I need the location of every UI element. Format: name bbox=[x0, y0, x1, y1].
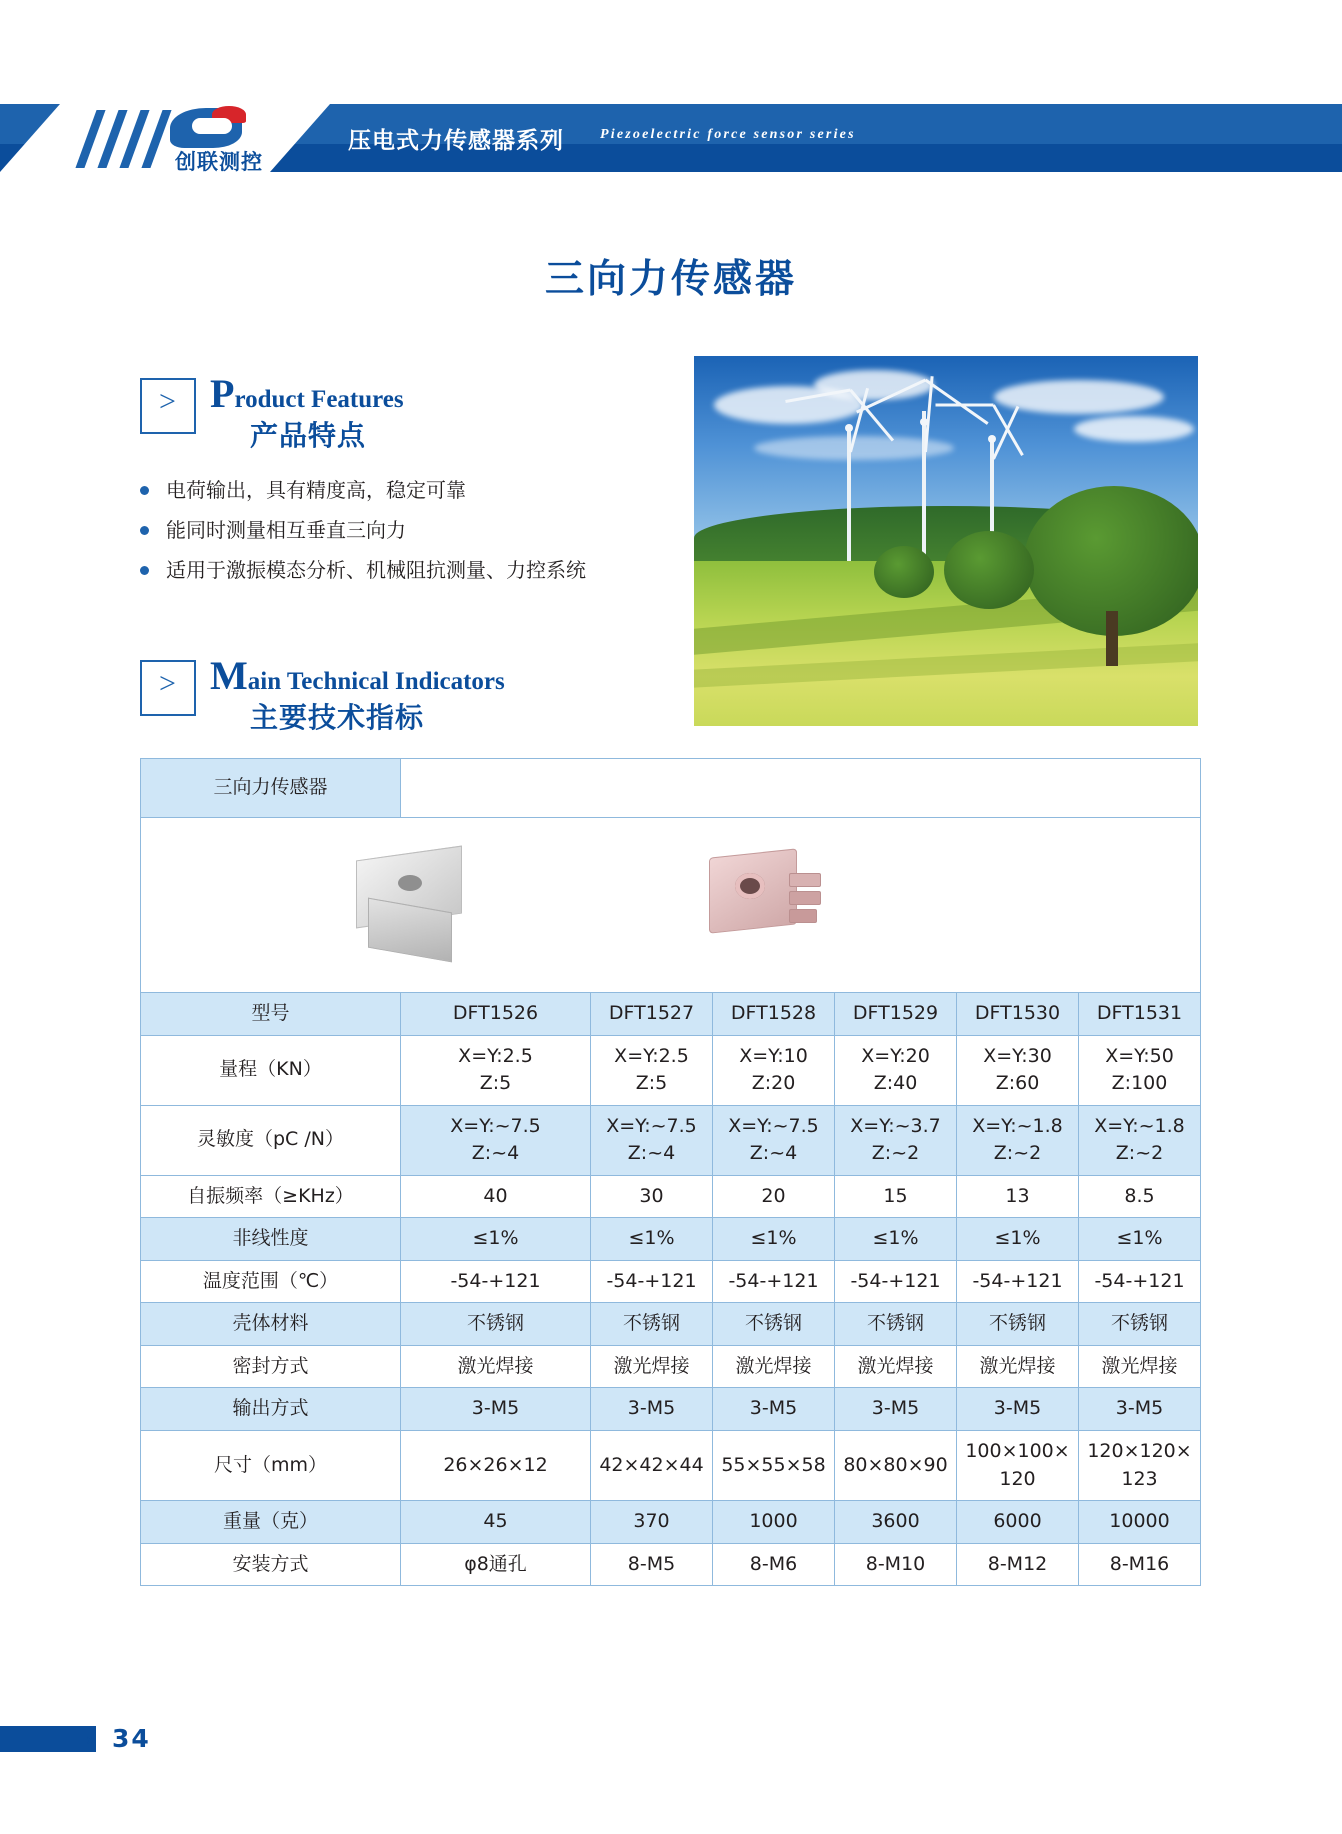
table-cell: -54-+121 bbox=[713, 1260, 835, 1303]
table-cell: X=Y:2.5 Z:5 bbox=[401, 1035, 591, 1105]
table-cell: 激光焊接 bbox=[591, 1345, 713, 1388]
table-cell: 13 bbox=[957, 1175, 1079, 1218]
tree-trunk bbox=[1106, 611, 1118, 666]
table-row bbox=[141, 1501, 1201, 1544]
logo-mark-icon bbox=[170, 106, 264, 150]
section-heading-en-rest: ain Technical Indicators bbox=[247, 668, 505, 695]
table-row bbox=[141, 1218, 1201, 1261]
list-item-label: 电荷输出，具有精度高，稳定可靠 bbox=[166, 478, 466, 502]
table-cell: DFT1526 bbox=[401, 993, 591, 1036]
table-cell: 8-M16 bbox=[1079, 1543, 1201, 1586]
table-row bbox=[141, 1388, 1201, 1431]
chevron-right-icon bbox=[140, 660, 196, 716]
table-cell: φ8通孔 bbox=[401, 1543, 591, 1586]
table-cell: 55×55×58 bbox=[713, 1431, 835, 1501]
page-title: 三向力传感器 bbox=[544, 257, 797, 302]
table-cell: 激光焊接 bbox=[1079, 1345, 1201, 1388]
section-heading-en bbox=[210, 653, 505, 698]
company-logo bbox=[160, 106, 278, 174]
table-cell: DFT1528 bbox=[713, 993, 835, 1036]
section-product-features bbox=[140, 371, 700, 458]
wind-turbine-photo bbox=[694, 356, 1198, 726]
table-row bbox=[141, 1175, 1201, 1218]
table-caption-blank-cell bbox=[401, 759, 1201, 818]
table-row-header: 量程（KN） bbox=[141, 1035, 401, 1105]
section-main-technical-indicators bbox=[140, 653, 740, 740]
section-heading-dropcap: P bbox=[210, 371, 235, 416]
table-cell: X=Y:50 Z:100 bbox=[1079, 1035, 1201, 1105]
table-row-header: 型号 bbox=[141, 993, 401, 1036]
table-cell: DFT1527 bbox=[591, 993, 713, 1036]
table-row-header: 温度范围（℃） bbox=[141, 1260, 401, 1303]
company-logo-text: 创联测控 bbox=[175, 150, 263, 174]
table-cell: -54-+121 bbox=[957, 1260, 1079, 1303]
spec-table bbox=[140, 758, 1201, 1586]
table-row-header: 壳体材料 bbox=[141, 1303, 401, 1346]
section-heading-en bbox=[210, 371, 404, 416]
page-footer bbox=[0, 1720, 1342, 1760]
table-cell: 3600 bbox=[835, 1501, 957, 1544]
feature-bullet-list bbox=[140, 474, 700, 594]
list-item bbox=[140, 554, 700, 594]
table-cell: 15 bbox=[835, 1175, 957, 1218]
list-item-label: 适用于激振模态分析、机械阻抗测量、力控系统 bbox=[166, 558, 586, 582]
table-cell: X=Y:~3.7 Z:~2 bbox=[835, 1105, 957, 1175]
header-series-title-cn: 压电式力传感器系列 bbox=[348, 128, 564, 154]
table-cell: X=Y:30 Z:60 bbox=[957, 1035, 1079, 1105]
table-row-header: 密封方式 bbox=[141, 1345, 401, 1388]
sensor-photo-pink bbox=[705, 847, 825, 957]
sensor-photo-silver bbox=[350, 843, 470, 963]
table-cell: X=Y:2.5 Z:5 bbox=[591, 1035, 713, 1105]
table-cell: -54-+121 bbox=[1079, 1260, 1201, 1303]
table-caption-row bbox=[141, 759, 1201, 818]
table-row-header: 非线性度 bbox=[141, 1218, 401, 1261]
table-cell: ≤1% bbox=[1079, 1218, 1201, 1261]
bullet-dot-icon bbox=[140, 486, 149, 495]
table-row bbox=[141, 993, 1201, 1036]
table-cell: ≤1% bbox=[591, 1218, 713, 1261]
table-cell: 20 bbox=[713, 1175, 835, 1218]
table-row-header: 重量（克） bbox=[141, 1501, 401, 1544]
tree-icon bbox=[944, 531, 1034, 609]
table-row bbox=[141, 1303, 1201, 1346]
table-cell: 370 bbox=[591, 1501, 713, 1544]
table-row-header: 尺寸（mm） bbox=[141, 1431, 401, 1501]
table-cell: 6000 bbox=[957, 1501, 1079, 1544]
section-heading-cn: 产品特点 bbox=[250, 419, 367, 452]
table-row bbox=[141, 1260, 1201, 1303]
table-image-row bbox=[141, 818, 1201, 993]
table-cell: 8-M10 bbox=[835, 1543, 957, 1586]
page-number: 34 bbox=[112, 1724, 151, 1753]
table-cell: 1000 bbox=[713, 1501, 835, 1544]
table-cell: 45 bbox=[401, 1501, 591, 1544]
page-header bbox=[0, 104, 1342, 172]
table-cell: 8-M12 bbox=[957, 1543, 1079, 1586]
spec-table-wrapper bbox=[140, 758, 1200, 1586]
table-cell: 不锈钢 bbox=[957, 1303, 1079, 1346]
table-cell: 激光焊接 bbox=[401, 1345, 591, 1388]
table-cell: ≤1% bbox=[401, 1218, 591, 1261]
table-cell: X=Y:~1.8 Z:~2 bbox=[957, 1105, 1079, 1175]
table-cell: ≤1% bbox=[957, 1218, 1079, 1261]
table-cell: 3-M5 bbox=[713, 1388, 835, 1431]
table-cell: 80×80×90 bbox=[835, 1431, 957, 1501]
table-cell: -54-+121 bbox=[401, 1260, 591, 1303]
tree-icon bbox=[874, 546, 934, 598]
table-cell: 10000 bbox=[1079, 1501, 1201, 1544]
table-caption-cell: 三向力传感器 bbox=[141, 759, 401, 818]
table-cell: 42×42×44 bbox=[591, 1431, 713, 1501]
table-cell: 8-M6 bbox=[713, 1543, 835, 1586]
table-cell: 3-M5 bbox=[591, 1388, 713, 1431]
table-cell: 不锈钢 bbox=[1079, 1303, 1201, 1346]
table-cell: DFT1530 bbox=[957, 993, 1079, 1036]
table-cell: 40 bbox=[401, 1175, 591, 1218]
list-item bbox=[140, 474, 700, 514]
table-row bbox=[141, 1345, 1201, 1388]
table-cell: 100×100×120 bbox=[957, 1431, 1079, 1501]
table-row-header: 安装方式 bbox=[141, 1543, 401, 1586]
table-cell: -54-+121 bbox=[835, 1260, 957, 1303]
table-cell: ≤1% bbox=[835, 1218, 957, 1261]
table-cell: 不锈钢 bbox=[713, 1303, 835, 1346]
table-cell: DFT1531 bbox=[1079, 993, 1201, 1036]
table-cell: 不锈钢 bbox=[835, 1303, 957, 1346]
table-row bbox=[141, 1105, 1201, 1175]
section-heading-cn: 主要技术指标 bbox=[250, 701, 425, 734]
section-heading-en-rest: roduct Features bbox=[234, 386, 404, 413]
table-cell: ≤1% bbox=[713, 1218, 835, 1261]
table-cell: 激光焊接 bbox=[835, 1345, 957, 1388]
table-cell: 3-M5 bbox=[1079, 1388, 1201, 1431]
list-item-label: 能同时测量相互垂直三向力 bbox=[166, 518, 406, 542]
table-cell: 3-M5 bbox=[835, 1388, 957, 1431]
table-row-header: 自振频率（≥KHz） bbox=[141, 1175, 401, 1218]
table-cell: X=Y:~7.5 Z:~4 bbox=[401, 1105, 591, 1175]
table-row-header: 输出方式 bbox=[141, 1388, 401, 1431]
table-cell: 不锈钢 bbox=[591, 1303, 713, 1346]
table-cell: 30 bbox=[591, 1175, 713, 1218]
table-cell: X=Y:~1.8 Z:~2 bbox=[1079, 1105, 1201, 1175]
table-cell: 不锈钢 bbox=[401, 1303, 591, 1346]
table-cell: 激光焊接 bbox=[713, 1345, 835, 1388]
table-row-header: 灵敏度（pC /N） bbox=[141, 1105, 401, 1175]
bullet-dot-icon bbox=[140, 526, 149, 535]
table-row bbox=[141, 1543, 1201, 1586]
table-cell: 8-M5 bbox=[591, 1543, 713, 1586]
table-cell: X=Y:20 Z:40 bbox=[835, 1035, 957, 1105]
table-cell: X=Y:~7.5 Z:~4 bbox=[591, 1105, 713, 1175]
table-cell: X=Y:~7.5 Z:~4 bbox=[713, 1105, 835, 1175]
table-cell: 3-M5 bbox=[401, 1388, 591, 1431]
chevron-right-icon bbox=[140, 378, 196, 434]
section-heading-dropcap: M bbox=[210, 653, 248, 698]
table-cell: 激光焊接 bbox=[957, 1345, 1079, 1388]
bullet-dot-icon bbox=[140, 566, 149, 575]
sensor-images-cell bbox=[141, 818, 1201, 993]
table-cell: 120×120×123 bbox=[1079, 1431, 1201, 1501]
footer-blue-bar bbox=[0, 1726, 96, 1752]
table-cell: 3-M5 bbox=[957, 1388, 1079, 1431]
table-cell: 8.5 bbox=[1079, 1175, 1201, 1218]
table-cell: 26×26×12 bbox=[401, 1431, 591, 1501]
table-row bbox=[141, 1035, 1201, 1105]
table-cell: DFT1529 bbox=[835, 993, 957, 1036]
list-item bbox=[140, 514, 700, 554]
table-cell: X=Y:10 Z:20 bbox=[713, 1035, 835, 1105]
table-cell: -54-+121 bbox=[591, 1260, 713, 1303]
table-row bbox=[141, 1431, 1201, 1501]
footer-arrow-icon: » bbox=[86, 1728, 96, 1750]
header-series-title-en: Piezoelectric force sensor series bbox=[600, 127, 856, 142]
